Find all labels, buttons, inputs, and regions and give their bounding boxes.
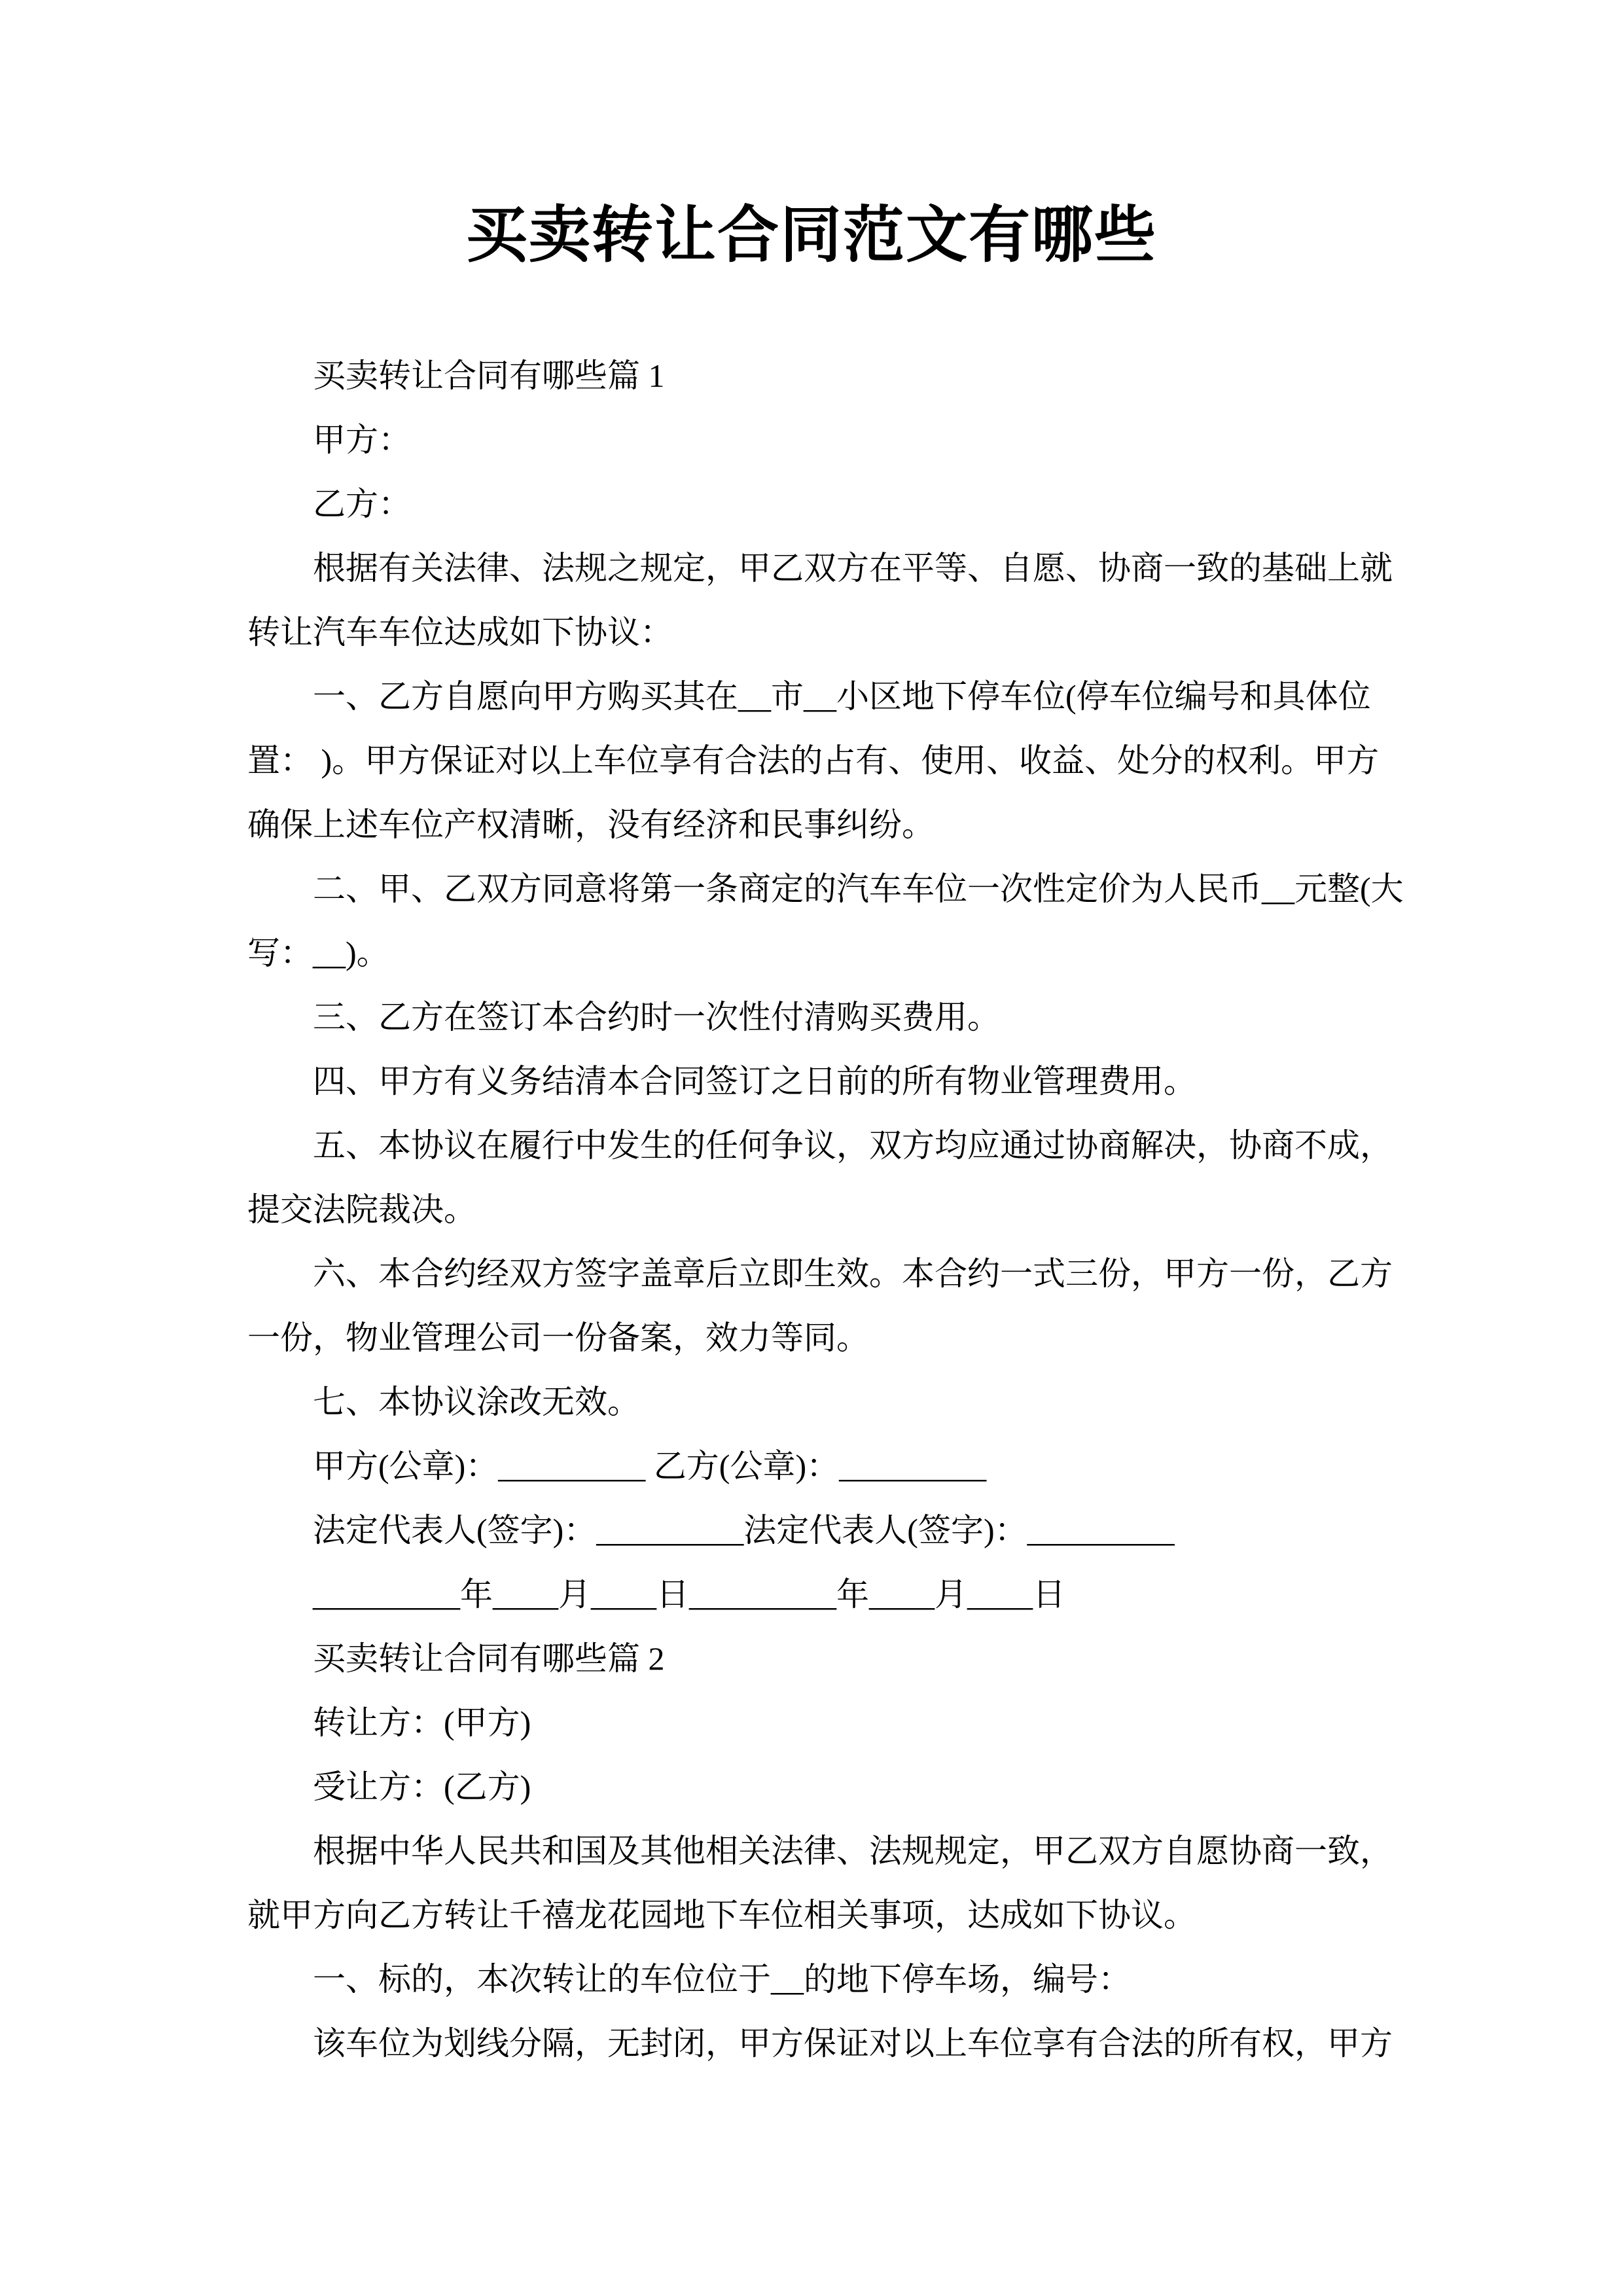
paragraph-line: 受让方：(乙方) (313, 1768, 531, 1805)
paragraph-line: 买卖转让合同有哪些篇 2 (313, 1640, 665, 1677)
paragraph-line: 置： )。甲方保证对以上车位享有合法的占有、使用、收益、处分的权利。甲方 (247, 742, 1380, 779)
paragraph-line: 根据有关法律、法规之规定，甲乙双方在平等、自愿、协商一致的基础上就 (313, 550, 1393, 586)
paragraph-line: 转让方：(甲方) (313, 1704, 531, 1741)
paragraph-line: 一份，物业管理公司一份备案，效力等同。 (247, 1319, 869, 1356)
paragraph-line: 四、甲方有义务结清本合同签订之日前的所有物业管理费用。 (313, 1063, 1196, 1100)
paragraph-line: 提交法院裁决。 (247, 1191, 476, 1228)
paragraph-line: 该车位为划线分隔，无封闭，甲方保证对以上车位享有合法的所有权，甲方 (313, 2025, 1393, 2062)
document-body (247, 344, 1427, 2075)
paragraph-line: 六、本合约经双方签字盖章后立即生效。本合约一式三份，甲方一份，乙方 (313, 1255, 1393, 1292)
paragraph-line: 根据中华人民共和国及其他相关法律、法规规定，甲乙双方自愿协商一致， (313, 1833, 1393, 1869)
paragraph-line: 就甲方向乙方转让千禧龙花园地下车位相关事项，达成如下协议。 (247, 1897, 1196, 1933)
paragraph-line: 二、甲、乙双方同意将第一条商定的汽车车位一次性定价为人民币__元整(大 (313, 870, 1404, 907)
paragraph-line: 一、标的，本次转让的车位位于__的地下停车场，编号： (313, 1961, 1131, 1998)
paragraph-line: 甲方： (313, 422, 411, 458)
paragraph-line: 写：__)。 (247, 935, 389, 971)
paragraph-line: _________年____月____日_________年____月____日 (313, 1576, 1065, 1613)
paragraph-line: 确保上述车位产权清晰，没有经济和民事纠纷。 (247, 806, 935, 843)
paragraph-line: 一、乙方自愿向甲方购买其在__市__小区地下停车位(停车位编号和具体位 (313, 678, 1371, 715)
paragraph-line: 七、本协议涂改无效。 (313, 1384, 640, 1420)
paragraph-line: 转让汽车车位达成如下协议： (247, 614, 673, 651)
paragraph-line: 乙方： (313, 486, 411, 522)
paragraph-line: 五、本协议在履行中发生的任何争议，双方均应通过协商解决，协商不成， (313, 1127, 1393, 1164)
paragraph-line: 三、乙方在签订本合约时一次性付清购买费用。 (313, 999, 1000, 1035)
paragraph-line: 甲方(公章)：_________ 乙方(公章)：_________ (313, 1448, 987, 1484)
paragraph-line: 买卖转让合同有哪些篇 1 (313, 357, 665, 394)
paragraph-line: 法定代表人(签字)：_________法定代表人(签字)：_________ (313, 1512, 1175, 1549)
page-title: 买卖转让合同范文有哪些 (465, 202, 1157, 270)
